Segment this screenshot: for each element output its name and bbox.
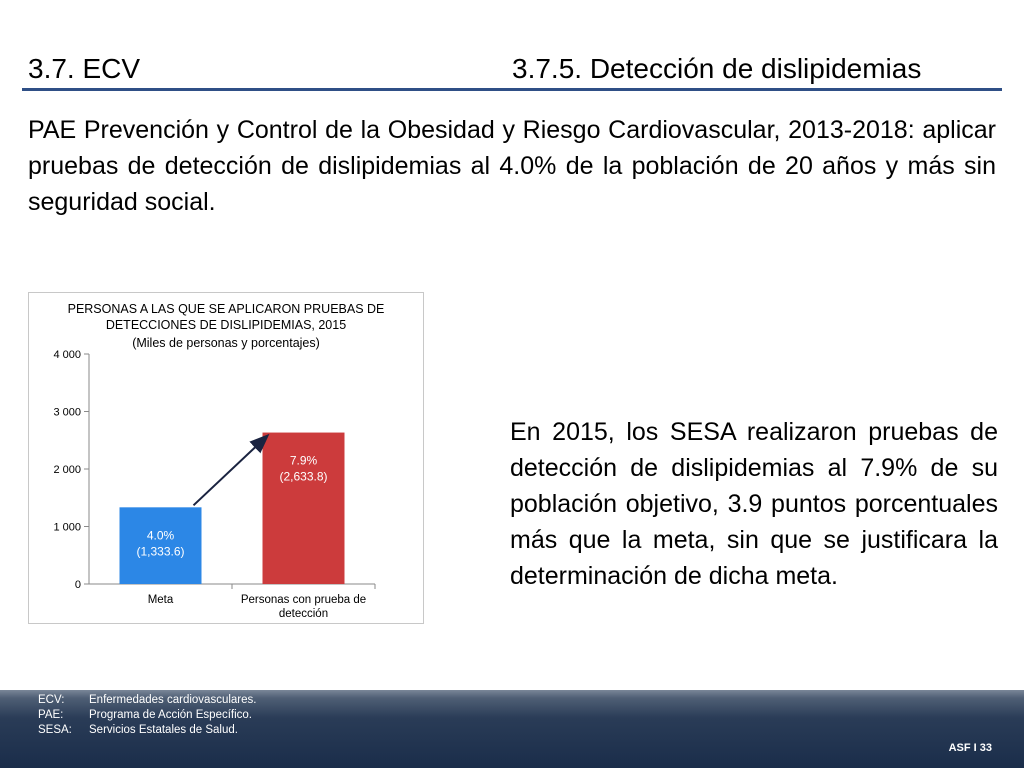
section-title: 3.7. ECV [28, 53, 141, 84]
glossary-row [38, 693, 256, 708]
data-label: (1,333.6) [136, 544, 185, 559]
glossary-row [38, 708, 256, 723]
x-tick-label: Personas con prueba de [240, 594, 367, 606]
chart-plot [29, 293, 425, 625]
data-label: (2,633.8) [279, 469, 328, 484]
x-tick-label: Meta [147, 594, 174, 606]
chart-subtitle: (Miles de personas y porcentajes) [132, 336, 320, 350]
glossary-abbr: PAE: [38, 709, 64, 721]
glossary-def: Programa de Acción Específico. [89, 709, 252, 721]
y-tick-label: 2 000 [53, 464, 81, 476]
page-number: ASF I 33 [948, 742, 992, 754]
intro-paragraph: PAE Prevención y Control de la Obesidad y Riesgo Cardiovascular, 2013-2018: aplicar pruebas de detección de dislipidemias al 4.0% de la población de 20 años y más sin seguridad social. [28, 116, 996, 216]
subsection-title: 3.7.5. Detección de dislipidemias [512, 53, 922, 84]
chart-title: PERSONAS A LAS QUE SE APLICARON PRUEBAS DE DETECCIONES DE DISLIPIDEMIAS, 2015 [67, 302, 385, 332]
y-tick-label: 4 000 [53, 349, 81, 361]
glossary [38, 693, 256, 738]
glossary-def: Enfermedades cardiovasculares. [89, 694, 257, 706]
x-tick-label: detección [278, 608, 329, 620]
y-tick-label: 0 [74, 579, 81, 591]
bar-chart [28, 292, 424, 624]
data-label: 7.9% [289, 453, 318, 468]
glossary-row [38, 723, 256, 738]
data-label: 4.0% [146, 528, 175, 543]
glossary-abbr: SESA: [38, 724, 72, 736]
y-tick-label: 1 000 [53, 521, 81, 534]
summary-paragraph: En 2015, los SESA realizaron pruebas de detección de dislipidemias al 7.9% de su población objetivo, 3.9 puntos porcentuales más que la meta, sin que se justificara la determinación de dicha meta. [510, 418, 998, 590]
y-tick-label: 3 000 [53, 406, 81, 419]
header-divider [22, 88, 1002, 91]
glossary-def: Servicios Estatales de Salud. [89, 724, 238, 736]
trend-arrow [194, 437, 267, 506]
glossary-abbr: ECV: [38, 694, 65, 706]
